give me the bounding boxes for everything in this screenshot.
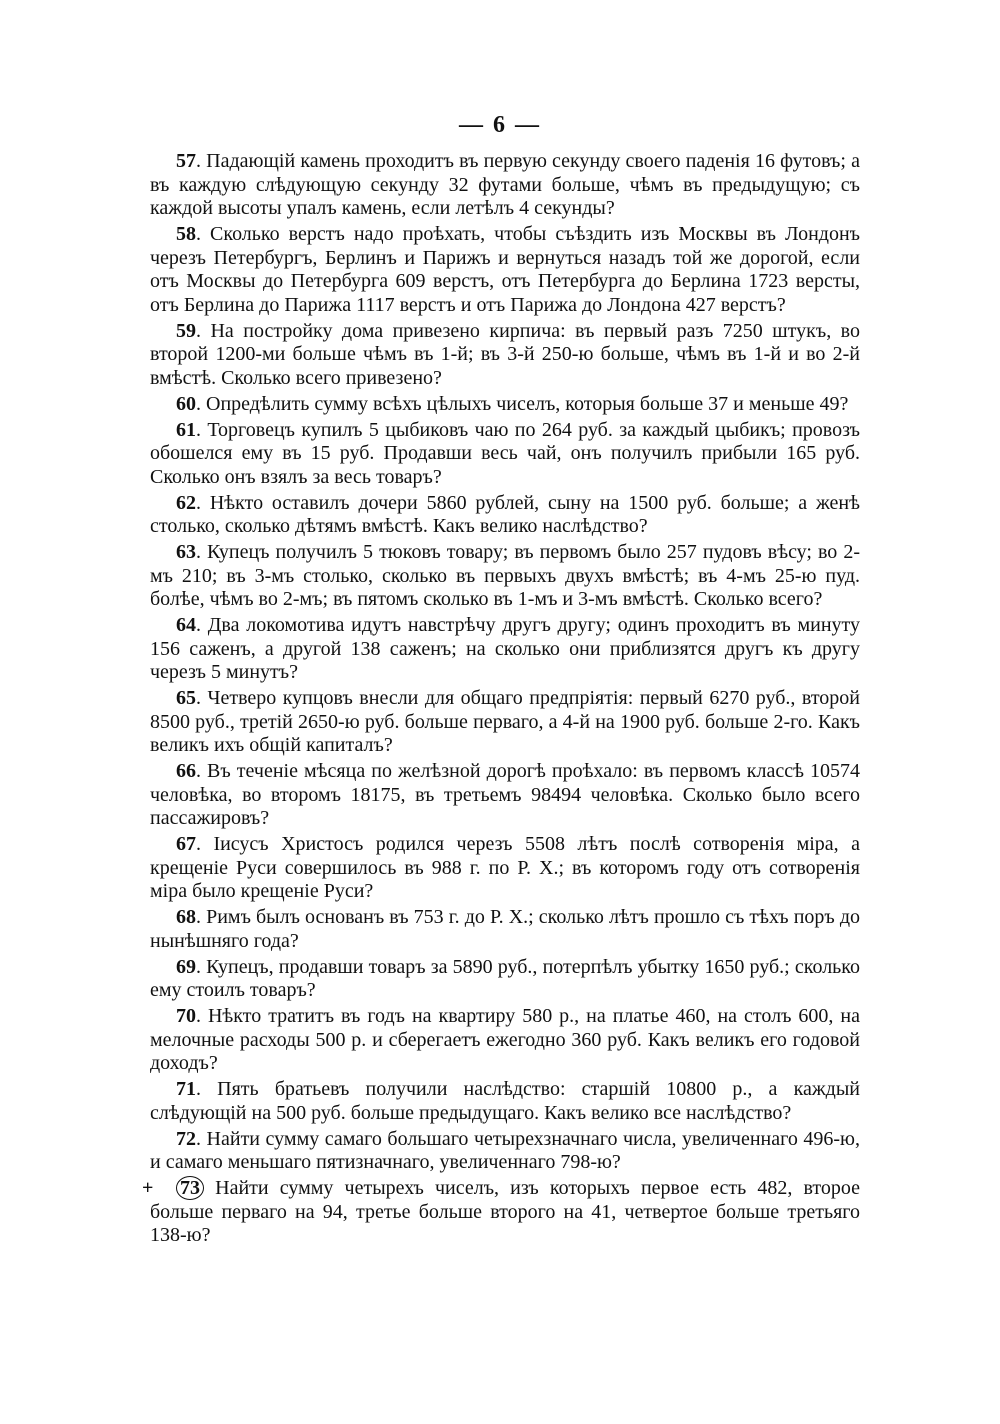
problem-text: . Іисусъ Христосъ родился черезъ 5508 лѣтъ послѣ сотворенія міра, а крещеніе Руси совершилось въ 988 г. по Р. Х.; въ которомъ году отъ сотворенія міра было крещеніе Руси? (150, 833, 860, 902)
problem-number: 71 (176, 1078, 196, 1100)
problem-list (142, 150, 860, 1250)
problem-number: 66 (176, 760, 196, 782)
problem-63 (150, 541, 860, 612)
problem-text: Найти сумму четырехъ чиселъ, изъ которыхъ первое есть 482, второе больше перваго на 94, третье больше второго на 41, четвертое больше третьяго 138-ю? (150, 1177, 860, 1246)
problem-text: . Въ теченіе мѣсяца по желѣзной дорогѣ проѣхало: въ первомъ классѣ 10574 человѣка, во второмъ 18175, въ третьемъ 98494 человѣка. Сколько было всего пассажировъ? (150, 760, 860, 829)
problem-65 (150, 687, 860, 758)
problem-text: . Два локомотива идутъ навстрѣчу другъ другу; одинъ проходитъ въ минуту 156 саженъ, а другой 138 саженъ; на сколько они приблизятся другъ къ другу черезъ 5 минутъ? (150, 614, 860, 683)
problem-number: 57 (176, 150, 196, 172)
problem-number: 61 (176, 418, 196, 441)
problem-text: . Опредѣлить сумму всѣхъ цѣлыхъ чиселъ, которыя больше 37 и меньше 49? (196, 392, 849, 415)
problem-text: . Падающій камень проходитъ въ первую секунду своего паденія 16 футовъ; а въ каждую слѣдующую секунду 32 футами больше, чѣмъ въ предыдущую; съ каждой высоты упалъ камень, если летѣлъ 4 секунды? (150, 150, 860, 219)
problem-text: . Нѣкто тратитъ въ годъ на квартиру 580 р., на платье 460, на столъ 600, на мелочные расходы 500 р. и сберегаетъ ежегодно 360 руб. Какъ великъ его годовой доходъ? (150, 1005, 860, 1074)
problem-64 (150, 614, 860, 685)
problem-58 (150, 223, 860, 317)
problem-number: 70 (176, 1005, 196, 1027)
problem-text: . Купецъ, продавши товаръ за 5890 руб., потерпѣлъ убытку 1650 руб.; сколько ему стоилъ товаръ? (150, 955, 860, 1001)
problem-number: 64 (176, 614, 196, 636)
problem-57 (150, 150, 860, 221)
problem-60 (150, 393, 860, 417)
problem-61 (150, 419, 860, 490)
problem-text: . Сколько верстъ надо проѣхать, чтобы съѣздить изъ Москвы въ Лондонъ черезъ Петербургъ, Берлинъ и Парижъ и вернуться назадъ той же дорогой, если отъ Москвы до Петербурга 609 верстъ, отъ Петербурга до Берлина 1723 версты, отъ Берлина до Парижа 1117 верстъ и отъ Парижа до Лондона 427 верстъ? (150, 223, 860, 316)
problem-number: 65 (176, 687, 196, 709)
problem-73 (142, 1177, 860, 1248)
problem-72 (150, 1128, 860, 1175)
problem-number-circled: 73 (176, 1176, 204, 1200)
problem-number: 69 (176, 955, 196, 978)
page-number: — 6 — (459, 112, 541, 138)
problem-number: 59 (176, 319, 196, 342)
problem-text: . Торговецъ купилъ 5 цыбиковъ чаю по 264 руб. за каждый цыбикъ; провозъ обошелся ему въ 15 руб. Продавши весь чай, онъ получилъ прибыли 165 руб. Сколько онъ взялъ за весь товаръ? (150, 418, 860, 488)
problem-68 (150, 906, 860, 953)
margin-plus-mark: + (142, 1177, 154, 1199)
problem-text: . На постройку дома привезено кирпича: въ первый разъ 7250 штукъ, во второй 1200-ми больше чѣмъ въ 1-й; въ 3-й 250-ю больше, чѣмъ въ 1-й и во 2-й вмѣстѣ. Сколько всего привезено? (150, 319, 860, 389)
problem-text: . Четверо купцовъ внесли для общаго предпріятія: первый 6270 руб., второй 8500 руб., третій 2650-ю руб. больше перваго, а 4-й на 1900 руб. больше 2-го. Какъ великъ ихъ общій капиталъ? (150, 687, 860, 756)
problem-number: 67 (176, 833, 196, 855)
problem-text: . Римъ былъ основанъ въ 753 г. до Р. Х.; сколько лѣтъ прошло съ тѣхъ поръ до нынѣшняго года? (150, 906, 860, 952)
problem-67 (150, 833, 860, 904)
problem-text: . Нѣкто оставилъ дочери 5860 рублей, сыну на 1500 руб. больше; а женѣ столько, сколько дѣтямъ вмѣстѣ. Какъ велико наслѣдство? (150, 491, 860, 537)
problem-62 (150, 492, 860, 539)
problem-number: 72 (176, 1127, 196, 1150)
problem-number: 62 (176, 491, 196, 514)
problem-number: 58 (176, 223, 196, 245)
problem-text: . Пять братьевъ получили наслѣдство: старшій 10800 р., а каждый слѣдующій на 500 руб. больше предыдущаго. Какъ велико все наслѣдство? (150, 1078, 860, 1124)
problem-number: 60 (176, 392, 196, 415)
problem-70 (150, 1005, 860, 1076)
problem-59 (150, 320, 860, 391)
problem-number: 68 (176, 906, 196, 928)
problem-text: . Купецъ получилъ 5 тюковъ товару; въ первомъ было 257 пудовъ вѣсу; во 2-мъ 210; въ 3-мъ столько, сколько въ первыхъ двухъ вмѣстѣ; въ 4-мъ 25-ю пуд. болѣе, чѣмъ во 2-мъ; въ пятомъ сколько въ 1-мъ и 3-мъ вмѣстѣ. Сколько всего? (150, 541, 860, 610)
problem-text: . Найти сумму самаго большаго четырехзначнаго числа, увеличеннаго 496-ю, и самаго меньшаго пятизначнаго, увеличеннаго 798-ю? (150, 1127, 860, 1173)
problem-66 (150, 760, 860, 831)
problem-71 (150, 1078, 860, 1125)
problem-69 (150, 956, 860, 1003)
problem-number: 63 (176, 541, 196, 563)
